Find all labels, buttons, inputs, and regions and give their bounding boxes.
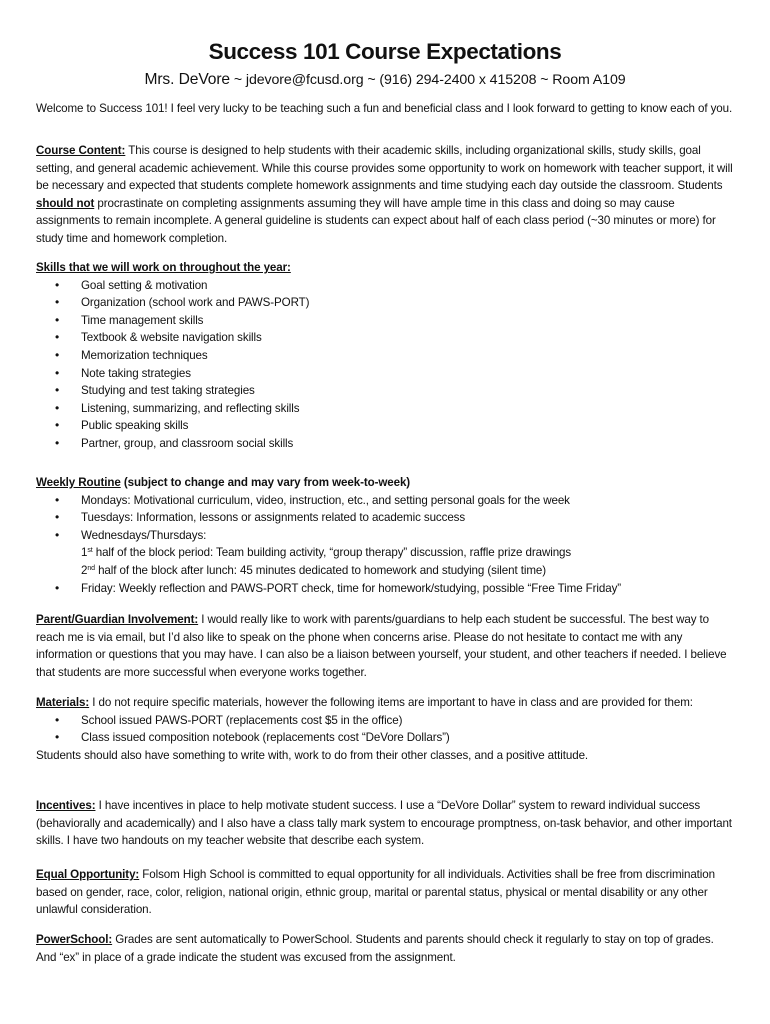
list-item-tuesday: • Tuesdays: Information, lessons or assignments related to academic success: [81, 509, 736, 527]
page-title: Success 101 Course Expectations: [208, 39, 562, 64]
skills-section: [36, 259, 736, 453]
separator: ~: [363, 72, 380, 88]
weekly-routine-label: Weekly Routine: [36, 476, 121, 489]
teacher-name: Mrs. DeVore: [144, 71, 231, 88]
teacher-phone: (916) 294-2400 x 415208: [379, 72, 537, 88]
materials-label: Materials:: [36, 696, 90, 709]
equal-opportunity-section: [36, 866, 736, 919]
incentives-label: Incentives:: [36, 799, 96, 812]
room-number: Room A109: [552, 72, 626, 88]
equal-opportunity-text: Folsom High School is committed to equal opportunity for all individuals. Activities shall be free from discrimination based on gender, race, color, religion, national origin, ethnic group, marital or parental status, physical or mental disability or any other unlawful consideration.: [36, 868, 715, 917]
second-half-suffix: nd: [87, 564, 95, 572]
first-half-line: [81, 544, 736, 562]
list-item: • Goal setting & motivation: [81, 277, 736, 295]
list-item: • Memorization techniques: [81, 347, 736, 365]
materials-text: I do not require specific materials, however the following items are important to have in class and are provided for them:: [89, 696, 693, 709]
wednesday-label: Wednesdays/Thursdays:: [81, 528, 207, 542]
welcome-paragraph: Welcome to Success 101! I feel very lucky to be teaching such a fun and beneficial class and I look forward to getting to know each of you.: [36, 102, 733, 115]
list-item: • Note taking strategies: [81, 365, 736, 383]
weekly-routine-list: [36, 492, 736, 598]
skills-heading: Skills that we will work on throughout the year:: [36, 261, 291, 274]
first-half-text: half of the block period: Team building activity, “group therapy” discussion, raffle prize drawings: [92, 546, 572, 560]
list-item: • Organization (school work and PAWS-PORT): [81, 294, 736, 312]
weekly-routine-note: (subject to change and may vary from week-to-week): [120, 476, 411, 489]
parent-involvement-label: Parent/Guardian Involvement:: [36, 613, 199, 626]
materials-section: [36, 694, 736, 764]
list-item-wednesday: [81, 527, 736, 580]
list-item: • Studying and test taking strategies: [81, 382, 736, 400]
incentives-section: [36, 797, 736, 850]
course-content-label: Course Content:: [36, 144, 126, 157]
second-half-text: half of the block after lunch: 45 minutes dedicated to homework and studying (silent time): [94, 563, 546, 577]
second-half-number: 2: [81, 563, 88, 577]
separator: ~: [230, 72, 246, 88]
course-content-text: This course is designed to help students with their academic skills, including organizational skills, study skills, goal setting, and general academic achievement. While this course provides some opportunity to work on homework with teacher support, it will be necessary and expected that students complete homework assignments and time studying each day outside the classroom. Students: [36, 144, 733, 193]
list-item: • Public speaking skills: [81, 417, 736, 435]
list-item-monday: • Mondays: Motivational curriculum, video, instruction, etc., and setting personal goals for the week: [81, 492, 736, 510]
weekly-routine-heading: [36, 474, 736, 492]
materials-closing: Students should also have something to write with, work to do from their other classes, and a positive attitude.: [36, 748, 589, 762]
list-item: • Listening, summarizing, and reflecting skills: [81, 400, 736, 418]
materials-intro: [36, 694, 736, 712]
list-item: • Time management skills: [81, 312, 736, 330]
materials-list: [36, 712, 736, 747]
course-content-section: [36, 142, 736, 248]
powerschool-text: Grades are sent automatically to PowerSchool. Students and parents should check it regularly to stay on top of grades. And “ex” in place of a grade indicate the student was excused from the assignment.: [36, 933, 714, 964]
equal-opportunity-label: Equal Opportunity:: [36, 868, 140, 881]
emphasis-should-not: should not: [36, 196, 95, 210]
list-item: • Partner, group, and classroom social skills: [81, 435, 736, 453]
teacher-email: jdevore@fcusd.org: [245, 72, 364, 88]
weekly-routine-section: [36, 474, 736, 597]
course-content-text-end: procrastinate on completing assignments assuming they will have ample time in this class and doing so may cause assignments to remain incomplete. A general guideline is students can expect about half of each class period (~30 minutes or more) for study time and homework completion.: [36, 196, 716, 245]
teacher-contact-line: [0, 69, 770, 91]
powerschool-section: [36, 931, 736, 966]
skills-list: [36, 277, 736, 453]
powerschool-label: PowerSchool:: [36, 933, 113, 946]
list-item: • Class issued composition notebook (replacements cost “DeVore Dollars”): [81, 729, 736, 747]
first-half-number: 1: [81, 546, 88, 560]
list-item: • Textbook & website navigation skills: [81, 329, 736, 347]
second-half-line: [81, 562, 736, 580]
list-item: • School issued PAWS-PORT (replacements cost $5 in the office): [81, 712, 736, 730]
parent-involvement-section: [36, 611, 736, 681]
separator: ~: [536, 72, 553, 88]
list-item-friday: • Friday: Weekly reflection and PAWS-PORT check, time for homework/studying, possible “Free Time Friday”: [81, 580, 736, 598]
first-half-suffix: st: [87, 547, 93, 555]
parent-involvement-text: I would really like to work with parents/guardians to help each student be successful. The best way to reach me is via email, but I’d also like to speak on the phone when concerns arise. Please do not hesitate to contact me with any information or questions that you may have. I can also be a liaison between yourself, your student, and other teachers if needed. I believe that students are more successful when everyone works together.: [36, 613, 727, 679]
incentives-text: I have incentives in place to help motivate student success. I use a “DeVore Dollar” system to reward individual success (behaviorally and academically) and I also have a class tally mark system to encourage promptness, on-task behavior, and other important skills. I have two handouts on my teacher website that describe each system.: [36, 799, 732, 848]
